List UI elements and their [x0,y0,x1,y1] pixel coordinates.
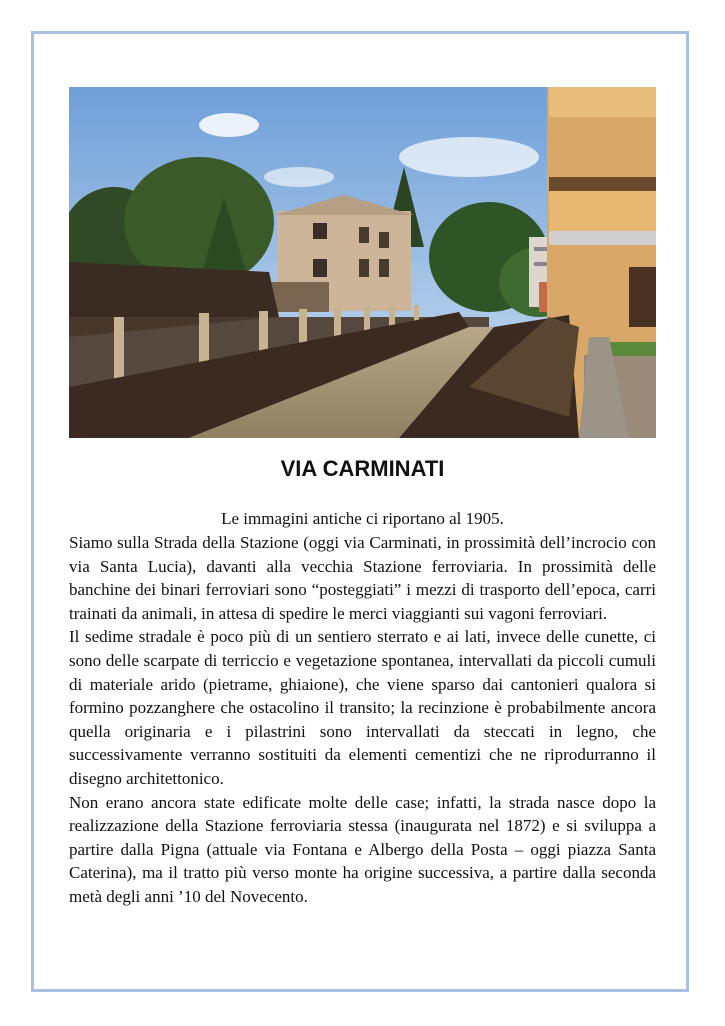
page-title: VIA CARMINATI [280,456,445,481]
paragraph: Non erano ancora state edificate molte delle case; infatti, la strada nasce dopo la realizzazione della Stazione ferroviaria stessa (inaugurata nel 1872) e si sviluppa a partire dalla Pigna (attuale via Fontana e Albergo della Posta – oggi piazza Santa Caterina), ma il tratto più verso monte ha origine successiva, a partire dalla seconda metà degli anni ’10 del Novecento. [69,792,656,906]
intro-line: Le immagini antiche ci riportano al 1905. [221,509,504,528]
paragraph: Siamo sulla Strada della Stazione (oggi via Carminati, in prossimità dell’incrocio con via Santa Lucia), davanti alla vecchia Stazione ferroviaria. In prossimità delle banchine dei binari ferroviari sono “posteggiati” i mezzi di trasporto dell’epoca, carri trainati da animali, in attesa di spedire le merci viaggianti sui vagoni ferroviari. [69,533,656,623]
article-body [69,531,656,909]
paragraph: Il sedime stradale è poco più di un sentiero sterrato e ai lati, invece delle cunette, ci sono delle scarpate di terriccio e vegetazione spontanea, intervallati da piccoli cumuli di materiale arido (pietrame, ghiaione), che viene sparso dai cantonieri qualora si formino pozzanghere che ostacolino il transito; la recinzione è probabilmente ancora quella originaria e i pilastrini sono intervallati da steccati in legno, che successivamente verranno sostituiti da elementi cementizi che ne riprodurranno il disegno architettonico. [69,627,656,788]
station-photo [69,87,656,438]
